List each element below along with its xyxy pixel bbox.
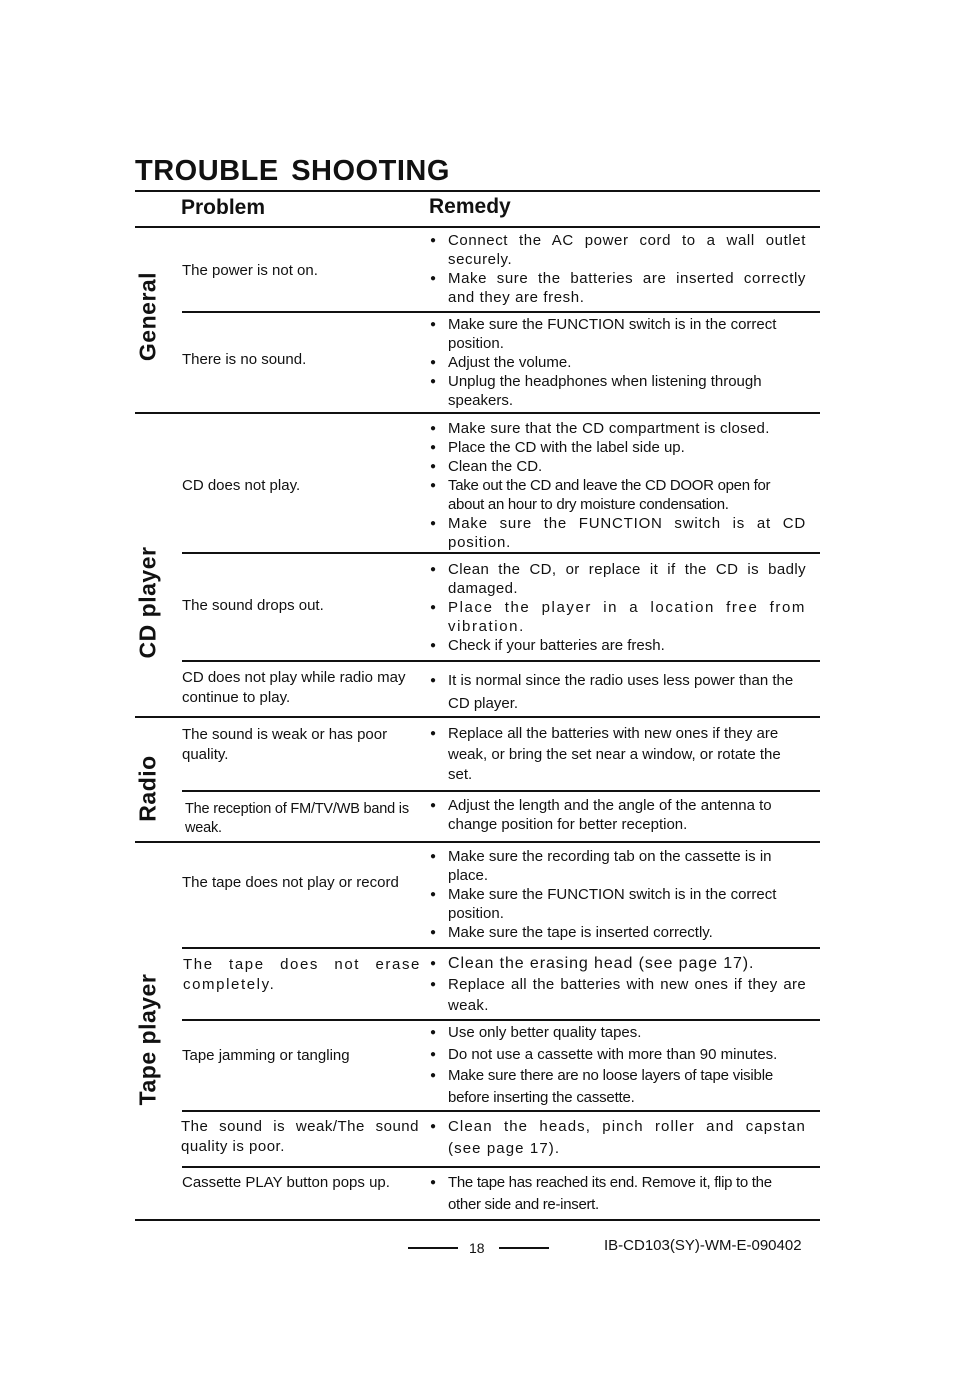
problem-reception-weak: The reception of FM/TV/WB band is weak. [185,801,409,836]
remedy-item: ● It is normal since the radio uses less power than the CD player. [430,669,806,715]
remedy-item: ● Do not use a cassette with more than 90 minutes. [430,1044,806,1066]
row-divider [182,660,820,662]
remedy-list [430,1116,806,1160]
remedy-list [430,1172,806,1216]
remedy-item: ● Adjust the length and the angle of the antenna to change position for better reception. [430,796,806,834]
remedy-item: ● Make sure the FUNCTION switch is in the correct position. [430,885,806,923]
problem-cd-not-play-radio: CD does not play while radio may continue to play. [182,669,406,706]
problem-cd-not-play: CD does not play. [182,477,301,494]
table-bottom-rule [135,1219,820,1221]
section-label-tape-player: Tape player [134,973,161,1106]
row-divider [182,790,820,792]
section-label-general: General [134,271,161,362]
remedy-item: ● Clean the CD. [430,457,806,476]
problem-column-header: Problem [181,196,266,219]
header-rule [135,226,820,228]
problem-tape-not-erase: The tape does not erase completely. [183,956,421,993]
page-title: TROUBLE SHOOTING [135,155,450,187]
remedy-list [430,669,806,715]
footer-dash-right [499,1247,549,1249]
row-divider [182,1166,820,1168]
remedy-list [430,953,806,1016]
row-divider [182,1019,820,1021]
remedy-item: ● Connect the AC power cord to a wall outlet securely. [430,231,806,269]
row-divider [182,311,820,313]
remedy-item: ● Make sure there are no loose layers of tape visible before inserting the cassette. [430,1065,806,1108]
remedy-item: ● Place the player in a location free from vibration. [430,598,806,636]
remedy-item: ● Unplug the headphones when listening through speakers. [430,372,806,410]
row-divider [182,552,820,554]
remedy-item: ● Clean the CD, or replace it if the CD is badly damaged. [430,560,806,598]
remedy-list [430,419,806,552]
remedy-list [430,847,806,942]
row-divider [182,947,820,949]
problem-power-not-on: The power is not on. [182,262,318,279]
remedy-item: ● Replace all the batteries with new ones if they are weak. [430,974,806,1016]
section-divider [135,412,820,414]
problem-play-button-pops-up: Cassette PLAY button pops up. [182,1174,390,1191]
title-rule [135,190,820,192]
remedy-item: ● Clean the heads, pinch roller and capstan (see page 17). [430,1116,806,1160]
document-id: IB-CD103(SY)-WM-E-090402 [604,1237,802,1254]
section-divider [135,841,820,843]
problem-tape-jamming: Tape jamming or tangling [182,1047,350,1064]
remedy-item: ● Make sure the batteries are inserted correctly and they are fresh. [430,269,806,307]
remedy-item: ● Take out the CD and leave the CD DOOR open for about an hour to dry moisture condensation. [430,476,806,514]
section-label-cd-player: CD player [134,546,161,659]
problem-sound-weak-poor: The sound is weak or has poor quality. [182,726,388,763]
page-number: 18 [469,1240,485,1256]
section-divider [135,716,820,718]
remedy-list [430,1022,806,1108]
problem-sound-weak-quality: The sound is weak/The sound quality is poor. [181,1118,419,1155]
remedy-item: ● Make sure the recording tab on the cassette is in place. [430,847,806,885]
row-divider [182,1110,820,1112]
remedy-item: ● Make sure that the CD compartment is closed. [430,419,806,438]
remedy-item: ● Make sure the FUNCTION switch is at CD position. [430,514,806,552]
remedy-item: ● Make sure the tape is inserted correctly. [430,923,806,942]
problem-sound-drops-out: The sound drops out. [182,597,324,614]
remedy-item: ● Clean the erasing head (see page 17). [430,953,806,974]
remedy-column-header: Remedy [429,195,511,218]
section-label-radio: Radio [134,755,161,822]
remedy-item: ● Make sure the FUNCTION switch is in the correct position. [430,315,806,353]
remedy-item: ● Use only better quality tapes. [430,1022,806,1044]
remedy-item: ● The tape has reached its end. Remove it, flip to the other side and re-insert. [430,1172,806,1216]
footer-dash-left [408,1247,458,1249]
remedy-list [430,315,806,410]
remedy-item: ● Check if your batteries are fresh. [430,636,806,655]
problem-no-sound: There is no sound. [182,351,307,368]
remedy-list [430,560,806,655]
remedy-list [430,231,806,307]
problem-tape-not-play-record: The tape does not play or record [182,874,399,891]
remedy-list [430,796,806,834]
remedy-list [430,724,806,786]
remedy-item: ● Place the CD with the label side up. [430,438,806,457]
remedy-item: ● Replace all the batteries with new ones if they are weak, or bring the set near a window, or rotate the set. [430,724,806,786]
remedy-item: ● Adjust the volume. [430,353,806,372]
